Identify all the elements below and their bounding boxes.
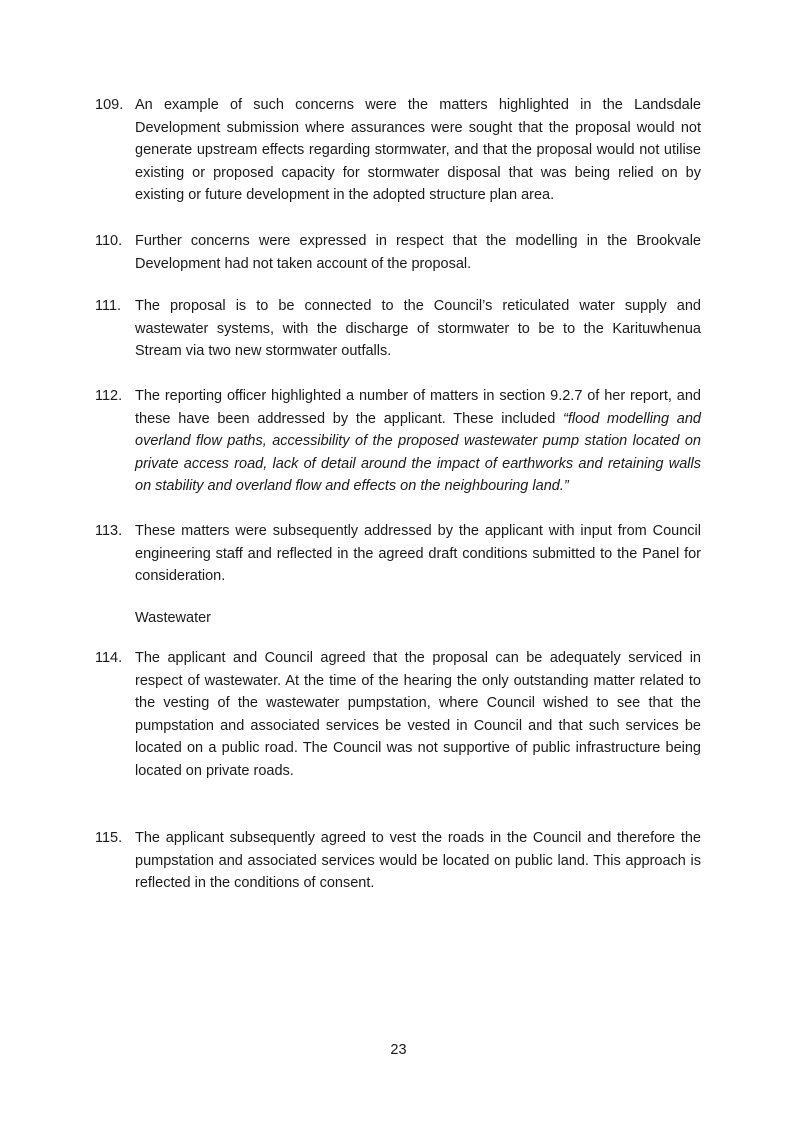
paragraph-115: [95, 827, 701, 895]
paragraph-number: 113.: [95, 523, 123, 539]
paragraph-text: The applicant and Council agreed that the proposal can be adequately serviced in respect of wastewater. At the time of the hearing the only outstanding matter related to the vesting of the wastewater pumpstation, where Council wished to see that the pumpstation and associated services be vested in Council and that such services be located on a public road. The Council was not supportive of public infrastructure being located on private roads.: [135, 650, 701, 779]
page-number: 23: [390, 1042, 407, 1058]
paragraph-number: 112.: [95, 388, 123, 404]
paragraph-number: 110.: [95, 233, 123, 249]
paragraph-number: 115.: [95, 830, 123, 846]
paragraph-number: 111.: [95, 298, 122, 314]
paragraph-110: [95, 230, 701, 275]
section-subheading: Wastewater: [135, 610, 212, 626]
paragraph-text: An example of such concerns were the matters highlighted in the Landsdale Development submission where assurances were sought that the proposal would not generate upstream effects regarding stormwater, and that the proposal would not utilise existing or proposed capacity for stormwater disposal that was being relied on by existing or future development in the adopted structure plan area.: [135, 97, 701, 204]
paragraph-text: Further concerns were expressed in respect that the modelling in the Brookvale Development had not taken account of the proposal.: [135, 233, 701, 272]
paragraph-text-intro: The reporting officer highlighted a number of matters in section 9.2.7 of her report, and these have been addressed by the applicant. These included: [135, 388, 701, 427]
paragraph-113: [95, 520, 701, 588]
paragraph-text: The proposal is to be connected to the Council’s reticulated water supply and wastewater systems, with the discharge of stormwater to be to the Karituwhenua Stream via two new stormwater outfalls.: [135, 298, 701, 360]
paragraph-number: 114.: [95, 650, 123, 666]
paragraph-number: 109.: [95, 97, 124, 113]
paragraph-112: [95, 385, 701, 498]
paragraph-text: The applicant subsequently agreed to vest the roads in the Council and therefore the pumpstation and associated services would be located on public land. This approach is reflected in the conditions of consent.: [135, 830, 701, 892]
paragraph-109: [95, 94, 701, 207]
paragraph-114: [95, 647, 701, 783]
paragraph-quote: “flood modelling and overland flow paths, accessibility of the proposed wastewater pump station located on private access road, lack of detail around the impact of earthworks and retaining walls on stability and overland flow and effects on the neighbouring land.”: [135, 410, 701, 495]
paragraph-text: These matters were subsequently addressed by the applicant with input from Council engineering staff and reflected in the agreed draft conditions submitted to the Panel for consideration.: [135, 523, 701, 585]
paragraph-text: [135, 385, 701, 498]
paragraph-111: [95, 295, 701, 363]
